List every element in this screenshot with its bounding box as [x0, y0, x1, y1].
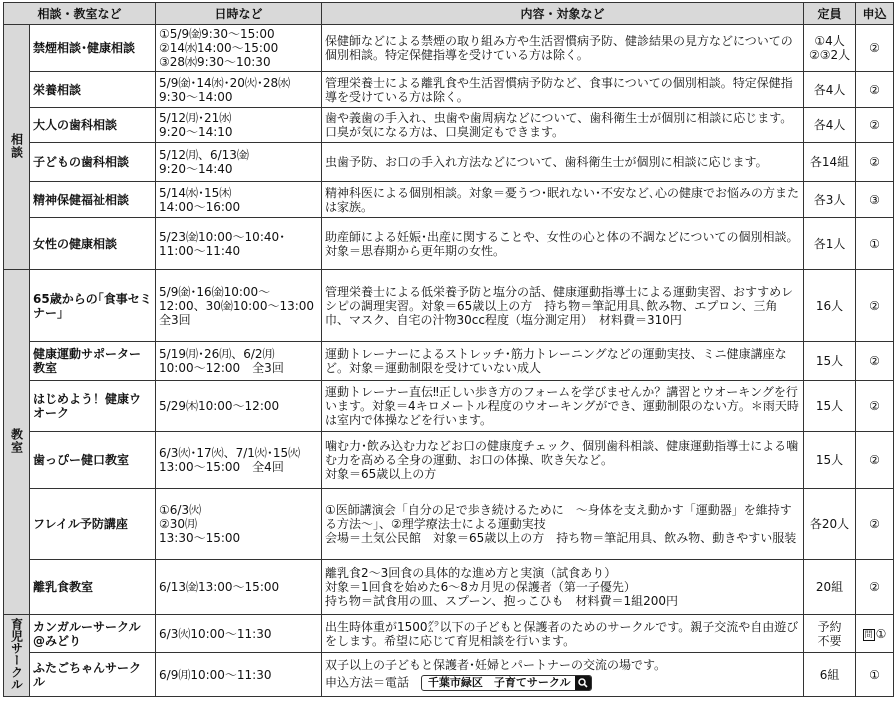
row-content: 助産師による妊娠･出産に関することや、女性の心と体の不調などについての個別相談。 対象＝思春期から更年期の女性。: [322, 218, 804, 270]
row-capacity: 各3人: [804, 182, 856, 218]
row-datetime: 6/9㈪10:00～11:30: [156, 653, 322, 697]
row-capacity: 各4人: [804, 108, 856, 143]
row-name: 歯っぴー健口教室: [30, 432, 156, 489]
row-content: 管理栄養士による低栄養予防と塩分の話、健康運動指導士による運動実習、おすすめレシピの調理実習。対象＝65歳以上の方 持ち物＝筆記用具､飲み物、エプロン、三角巾、マスク、自宅の汁物30cc程度（塩分測定用） 材料費＝310円: [322, 270, 804, 342]
header-apply: 申込: [856, 3, 894, 25]
table-row: [4, 489, 894, 560]
row-name: はじめよう！健康ウオーク: [30, 381, 156, 432]
row-datetime: 5/9㈮･16㈮10:00～ 12:00、30㈮10:00～13:00 全3回: [156, 270, 322, 342]
row-datetime: 5/12㈪、6/13㈮ 9:20～14:40: [156, 143, 322, 182]
table-row: [4, 182, 894, 218]
row-content: 出生時体重が1500㌘以下の子どもと保護者のためのサークルです。親子交流や自由遊びをします。希望に応じて育児相談を行います。: [322, 615, 804, 653]
row-content: 運動トレーナーによるストレッチ･筋力トレーニングなどの運動実技、ミニ健康講座など。対象＝運動制限を受けていない成人: [322, 342, 804, 381]
row-capacity: 予約 不要: [804, 615, 856, 653]
row-datetime: 5/9㈮･14㈬･20㈫･28㈬ 9:30～14:00: [156, 72, 322, 108]
row-apply: ②: [856, 432, 894, 489]
row-content: [322, 653, 804, 697]
row-name: 65歳からの｢食事セミナー｣: [30, 270, 156, 342]
row-datetime: 5/23㈮10:00～10:40･ 11:00～11:40: [156, 218, 322, 270]
row-apply: ②: [856, 381, 894, 432]
category-consult: 相談: [4, 25, 30, 270]
row-content: 離乳食2～3回食の具体的な進め方と実演（試食あり） 対象＝1回食を始めた6～8カ月児の保護者（第一子優先） 持ち物＝試食用の皿、スプーン、抱っこひも 材料費＝1組200円: [322, 560, 804, 615]
table-row: [4, 381, 894, 432]
row-datetime: 5/29㈭10:00～12:00: [156, 381, 322, 432]
row-apply: ①: [856, 653, 894, 697]
row-capacity: 20組: [804, 560, 856, 615]
category-classroom: 教室: [4, 270, 30, 615]
row-capacity: 各20人: [804, 489, 856, 560]
search-box[interactable]: [421, 675, 592, 691]
row-name: ふたごちゃんサークル: [30, 653, 156, 697]
row-datetime: 5/14㈬･15㈭ 14:00～16:00: [156, 182, 322, 218]
header-datetime: 日時など: [156, 3, 322, 25]
row-name: カンガルーサークル@みどり: [30, 615, 156, 653]
row-content-text: 双子以上の子どもと保護者･妊婦とパートナーの交流の場です。: [325, 658, 667, 672]
row-name: 子どもの歯科相談: [30, 143, 156, 182]
row-content: 保健師などによる禁煙の取り組み方や生活習慣病予防、健診結果の見方などについての個別相談。特定保健指導を受けている方は除く。: [322, 25, 804, 72]
row-capacity: 15人: [804, 342, 856, 381]
row-content: 噛む力･飲み込む力などお口の健康度チェック、個別歯科相談、健康運動指導士による噛む力を高める全身の運動、お口の体操、吹き矢など。 対象＝65歳以上の方: [322, 432, 804, 489]
row-content: 歯や義歯の手入れ、虫歯や歯周病などについて、歯科衛生士が個別に相談に応じます。口臭が気になる方は、口臭測定もできます。: [322, 108, 804, 143]
row-name: 精神保健福祉相談: [30, 182, 156, 218]
row-datetime: 5/12㈪･21㈬ 9:20～14:10: [156, 108, 322, 143]
row-capacity: ①4人 ②③2人: [804, 25, 856, 72]
row-apply: ②: [856, 108, 894, 143]
table-row: [4, 615, 894, 653]
row-content: ①医師講演会「自分の足で歩き続けるために ～身体を支え動かす「運動器」を維持する方法～」、②理学療法士による運動実技 会場＝土気公民館 対象＝65歳以上の方 持ち物＝筆記用具、飲み物、動きやすい服装: [322, 489, 804, 560]
row-name: フレイル予防講座: [30, 489, 156, 560]
table-row: [4, 432, 894, 489]
row-apply: ②: [856, 270, 894, 342]
row-content: 運動トレーナー直伝‼正しい歩き方のフォームを学びませんか？講習とウオーキングを行います。対象＝4キロメートル程度のウオーキングができ、運動制限のない方。＊雨天時は室内で体操などを行います。: [322, 381, 804, 432]
row-capacity: 15人: [804, 381, 856, 432]
header-row: [4, 3, 894, 25]
header-content: 内容・対象など: [322, 3, 804, 25]
row-name: 禁煙相談･健康相談: [30, 25, 156, 72]
row-content: 管理栄養士による離乳食や生活習慣病予防など、食事についての個別相談。特定保健指導を受けている方は除く。: [322, 72, 804, 108]
row-datetime: 6/13㈮13:00～15:00: [156, 560, 322, 615]
row-apply: ②: [856, 560, 894, 615]
search-text: 千葉市緑区 子育てサークル: [427, 676, 571, 689]
row-datetime: 5/19㈪･26㈪、6/2㈪ 10:00～12:00 全3回: [156, 342, 322, 381]
row-apply: ②: [856, 72, 894, 108]
row-capacity: 各14組: [804, 143, 856, 182]
row-apply: ②: [856, 342, 894, 381]
row-apply: 問 ①: [856, 615, 894, 653]
row-content: 虫歯予防、お口の手入れ方法などについて、歯科衛生士が個別に相談に応じます。: [322, 143, 804, 182]
row-content-apply: 申込方法＝電話 千葉市緑区 子育てサークル: [325, 675, 800, 691]
schedule-table: [3, 2, 894, 697]
table-row: [4, 270, 894, 342]
row-name: 女性の健康相談: [30, 218, 156, 270]
table-row: [4, 72, 894, 108]
header-category: 相談・教室など: [4, 3, 156, 25]
row-name: 離乳食教室: [30, 560, 156, 615]
row-name: 栄養相談: [30, 72, 156, 108]
search-icon[interactable]: [575, 676, 591, 690]
row-capacity: 各4人: [804, 72, 856, 108]
row-content: 精神科医による個別相談。対象＝憂うつ･眠れない･不安など､心の健康でお悩みの方または家族。: [322, 182, 804, 218]
row-apply: ②: [856, 143, 894, 182]
table-row: [4, 108, 894, 143]
row-capacity: 15人: [804, 432, 856, 489]
table-row: [4, 143, 894, 182]
inquiry-mark: 問: [864, 629, 873, 639]
row-capacity: 各1人: [804, 218, 856, 270]
row-apply: ②: [856, 25, 894, 72]
table-row: [4, 560, 894, 615]
row-capacity: 6組: [804, 653, 856, 697]
row-datetime: 6/3㈫･17㈫、7/1㈫･15㈫ 13:00～15:00 全4回: [156, 432, 322, 489]
row-apply: ①: [856, 218, 894, 270]
row-name: 大人の歯科相談: [30, 108, 156, 143]
table-row: [4, 342, 894, 381]
category-childcare: 育児サークル: [4, 615, 30, 697]
row-apply: ②: [856, 489, 894, 560]
row-apply: ③: [856, 182, 894, 218]
header-capacity: 定員: [804, 3, 856, 25]
row-capacity: 16人: [804, 270, 856, 342]
table-row: [4, 25, 894, 72]
row-datetime: ①5/9㈮9:30～15:00 ②14㈬14:00～15:00 ③28㈬9:30～10:30: [156, 25, 322, 72]
row-datetime: ①6/3㈫ ②30㈪ 13:30～15:00: [156, 489, 322, 560]
row-name: 健康運動サポーター教室: [30, 342, 156, 381]
table-row: [4, 218, 894, 270]
table-row: [4, 653, 894, 697]
row-datetime: 6/3㈫10:00～11:30: [156, 615, 322, 653]
